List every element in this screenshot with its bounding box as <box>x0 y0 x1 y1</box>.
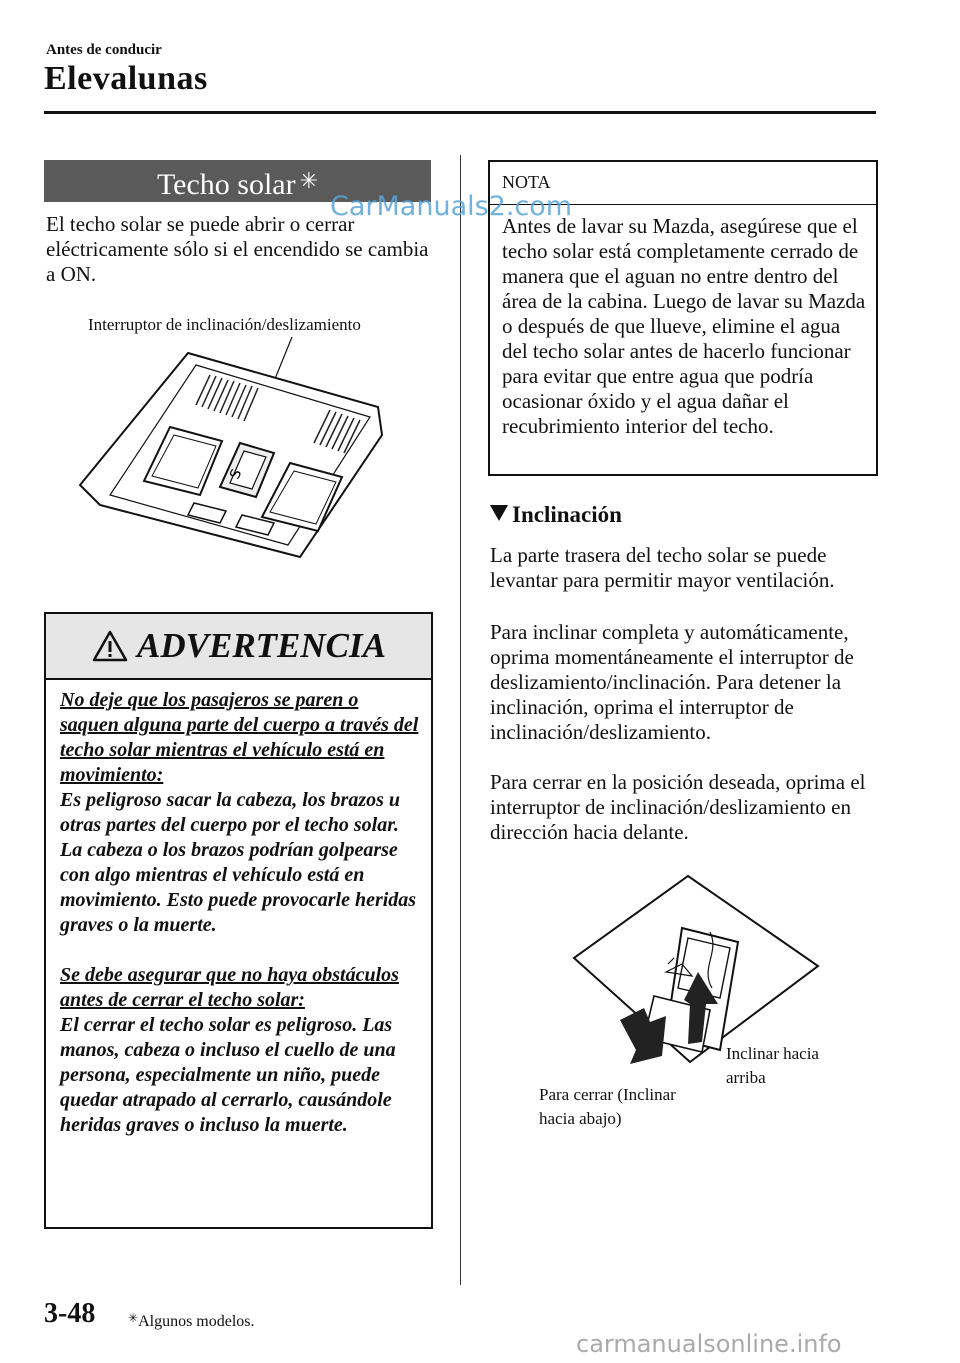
warning-body <box>60 688 422 1138</box>
watermark-bottom: carmanualsonline.info <box>576 1330 842 1358</box>
figure2-label-up: Inclinar hacia arriba <box>726 1044 819 1087</box>
svg-text:S: S <box>227 466 246 482</box>
section-title: Techo solar <box>156 168 296 201</box>
figure2-label-close: Para cerrar (Inclinar hacia abajo) <box>539 1085 676 1128</box>
footnote <box>128 1311 255 1331</box>
warning-heading-1: No deje que los pasajeros se paren o saquen alguna parte del cuerpo a través del techo solar mientras el vehículo está en movimiento: <box>60 689 419 786</box>
warning-box <box>44 612 433 1229</box>
star-icon: ✳ <box>299 168 319 193</box>
warning-triangle-icon <box>91 629 129 663</box>
chapter-label: Antes de conducir <box>46 42 162 58</box>
warning-text-2: El cerrar el techo solar es peligroso. Las manos, cabeza o incluso el cuello de una persona, especialmente un niño, puede quedar atrapado al cerrarlo, causándole heridas graves o incluso la muerte. <box>60 1014 396 1136</box>
warning-text-1: Es peligroso sacar la cabeza, los brazos u otras partes del cuerpo por el techo solar. La cabeza o los brazos podrían golpearse con algo mientras el vehículo está en movimiento. Esto puede provocarle heridas graves o la muerte. <box>60 789 417 936</box>
note-text: Antes de lavar su Mazda, asegúrese que el techo solar está completamente cerrado de manera que el aguan no entre dentro del área de la cabina. Luego de lavar su Mazda o después de que llueve, elimine el agua del techo solar antes de hacerlo funcionar para evitar que entre agua que podría ocasionar óxido y el agua dañar el recubrimiento interior del techo. <box>502 214 866 438</box>
figure1-caption: Interruptor de inclinación/deslizamiento <box>88 315 361 334</box>
tilt-paragraph-3: Para cerrar en la posición deseada, oprima el interruptor de inclinación/deslizamiento en dirección hacia delante. <box>490 770 866 844</box>
page-title: Elevalunas <box>44 60 208 97</box>
triangle-bullet-icon <box>490 505 508 521</box>
warning-heading-2: Se debe asegurar que no haya obstáculos antes de cerrar el techo solar: <box>60 964 399 1011</box>
intro-paragraph: El techo solar se puede abrir o cerrar eléctricamente sólo si el encendido se cambia a ON. <box>46 212 429 286</box>
watermark-top: CarManuals2.com <box>330 191 573 222</box>
page-number: 3-48 <box>44 1298 96 1329</box>
note-label: NOTA <box>502 172 551 192</box>
star-icon: ✳ <box>128 1311 139 1325</box>
warning-header <box>46 614 431 680</box>
warning-title: ADVERTENCIA <box>137 626 386 665</box>
column-divider <box>460 155 461 1285</box>
tilt-paragraph-1: La parte trasera del techo solar se puede levantar para permitir mayor ventilación. <box>490 543 835 592</box>
tilt-heading-text: Inclinación <box>512 502 622 527</box>
header-rule <box>44 111 876 114</box>
footnote-text: Algunos modelos. <box>138 1313 255 1330</box>
overhead-console-illustration <box>60 335 400 580</box>
tilt-heading <box>490 502 622 528</box>
tilt-paragraph-2: Para inclinar completa y automáticamente, oprima momentáneamente el interruptor de deslizamiento/inclinación. Para detener la inclinación, oprima el interruptor de inclinación/deslizamiento. <box>490 620 854 744</box>
